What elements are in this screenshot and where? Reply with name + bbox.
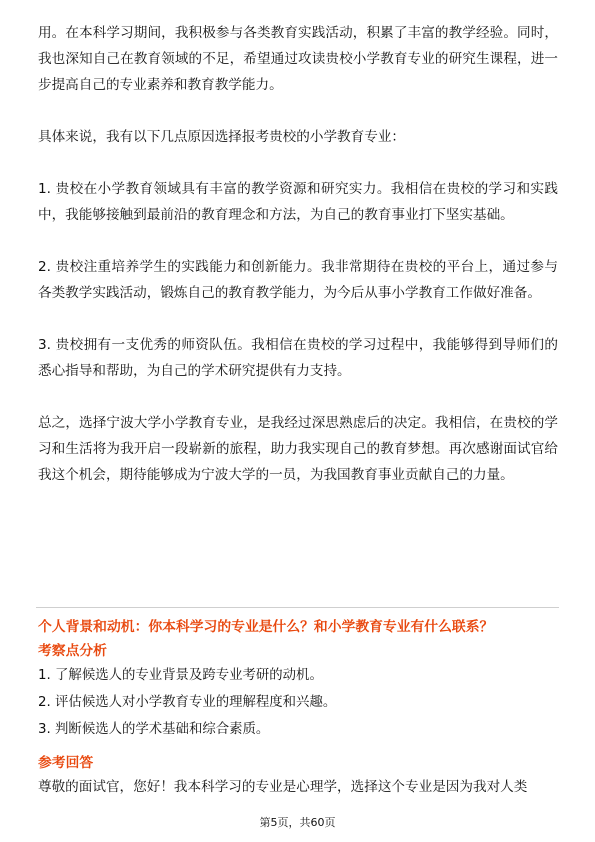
body-paragraph-6: 总之，选择宁波大学小学教育专业，是我经过深思熟虑后的决定。我相信，在贵校的学习和生活将为我开启一段崭新的旅程，助力我实现自己的教育梦想。再次感谢面试官给我这个机会，期待能够成为宁波大学的一员，为我国教育事业贡献自己的力量。 — [38, 415, 558, 483]
section-divider — [36, 607, 559, 608]
analysis-item-3: 3. 判断候选人的学术基础和综合素质。 — [38, 722, 270, 737]
question-section — [38, 614, 558, 800]
body-paragraph-3: 1. 贵校在小学教育领域具有丰富的教学资源和研究实力。我相信在贵校的学习和实践中，我能够接触到最前沿的教育理念和方法，为自己的教育事业打下坚实基础。 — [38, 181, 558, 223]
document-body — [38, 20, 558, 488]
answer-heading: 参考回答 — [38, 755, 94, 771]
answer-text: 尊敬的面试官，您好！我本科学习的专业是心理学，选择这个专业是因为我对人类 — [38, 779, 528, 795]
question-title: 个人背景和动机：你本科学习的专业是什么？和小学教育专业有什么联系？ — [38, 619, 494, 635]
analysis-heading: 考察点分析 — [38, 643, 107, 659]
body-paragraph-4: 2. 贵校注重培养学生的实践能力和创新能力。我非常期待在贵校的平台上，通过参与各类教学实践活动，锻炼自己的教育教学能力，为今后从事小学教育工作做好准备。 — [38, 259, 558, 301]
body-paragraph-2: 具体来说，我有以下几点原因选择报考贵校的小学教育专业： — [38, 129, 406, 145]
analysis-item-2: 2. 评估候选人对小学教育专业的理解程度和兴趣。 — [38, 695, 337, 710]
body-paragraph-1: 用。在本科学习期间，我积极参与各类教育实践活动，积累了丰富的教学经验。同时，我也深知自己在教育领域的不足，希望通过攻读贵校小学教育专业的研究生课程，进一步提高自己的专业素养和教育教学能力。 — [38, 25, 558, 93]
body-paragraph-5: 3. 贵校拥有一支优秀的师资队伍。我相信在贵校的学习过程中，我能够得到导师们的悉心指导和帮助，为自己的学术研究提供有力支持。 — [38, 337, 558, 379]
page-footer: 第5页，共60页 — [259, 816, 336, 829]
analysis-item-1: 1. 了解候选人的专业背景及跨专业考研的动机。 — [38, 668, 323, 683]
